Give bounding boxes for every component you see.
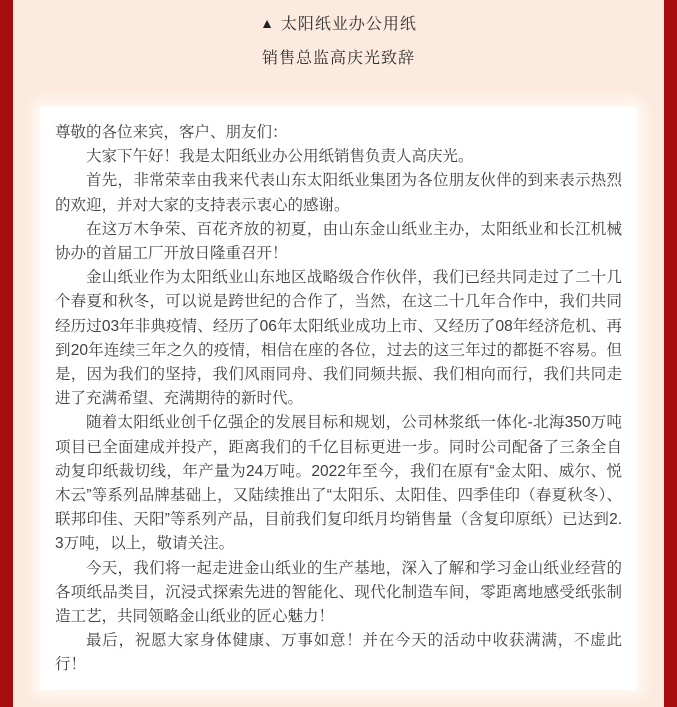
speech-card bbox=[40, 107, 637, 690]
triangle-marker-icon: ▲ bbox=[260, 15, 275, 31]
speech-paragraph: 在这万木争荣、百花齐放的初夏，由山东金山纸业主办，太阳纸业和长江机械协办的首届工厂开放日隆重召开！ bbox=[55, 220, 622, 263]
speech-paragraph: 大家下午好！我是太阳纸业办公用纸销售负责人高庆光。 bbox=[86, 148, 474, 166]
left-red-border-strip bbox=[0, 0, 13, 707]
speech-paragraph: 随着太阳纸业创千亿强企的发展目标和规划，公司林浆纸一体化-北海350万吨项目已全面建成并投产，距离我们的千亿目标更进一步。同时公司配备了三条全自动复印纸裁切线，年产量为24万吨。2022年至今，我们在原有“金太阳、威尔、悦木云”等系列品牌基础上，又陆续推出了“太阳乐、太阳佳、四季佳印（春夏秋冬）、联邦印佳、天阳”等系列产品，目前我们复印纸月均销售量（含复印原纸）已达到2.3万吨，以上，敬请关注。 bbox=[55, 414, 622, 553]
speech-salutation: 尊敬的各位来宾，客户、朋友们： bbox=[55, 124, 288, 141]
speech-paragraph: 今天，我们将一起走进金山纸业的生产基地，深入了解和学习金山纸业经营的各项纸品类目，沉浸式探索先进的智能化、现代化制造车间，零距离地感受纸张制造工艺，共同领略金山纸业的匠心魅力！ bbox=[55, 559, 622, 626]
caption-line-2: 销售总监高庆光致辞 bbox=[261, 50, 415, 67]
image-caption bbox=[13, 6, 664, 76]
speech-paragraph: 首先，非常荣幸由我来代表山东太阳纸业集团为各位朋友伙伴的到来表示热烈的欢迎，并对大家的支持表示衷心的感谢。 bbox=[55, 172, 622, 214]
speech-paragraph: 最后，祝愿大家身体健康、万事如意！并在今天的活动中收获满满，不虚此行！ bbox=[55, 632, 622, 674]
caption-line-1-text: 太阳纸业办公用纸 bbox=[280, 16, 417, 33]
right-red-border-strip bbox=[664, 0, 677, 707]
caption-line-1 bbox=[13, 6, 664, 42]
speech-paragraph: 金山纸业作为太阳纸业山东地区战略级合作伙伴，我们已经共同走过了二十几个春夏和秋冬，可以说是跨世纪的合作了，当然，在这二十几年合作中，我们共同经历过03年非典疫情、经历了06年太阳纸业成功上市、又经历了08年经济危机、再到20年连续三年之久的疫情，相信在座的各位，过去的这三年过的都挺不容易。但是，因为我们的坚持，我们风雨同舟、我们同频共振、我们相向而行，我们共同走进了充满希望、充满期待的新时代。 bbox=[55, 269, 622, 408]
